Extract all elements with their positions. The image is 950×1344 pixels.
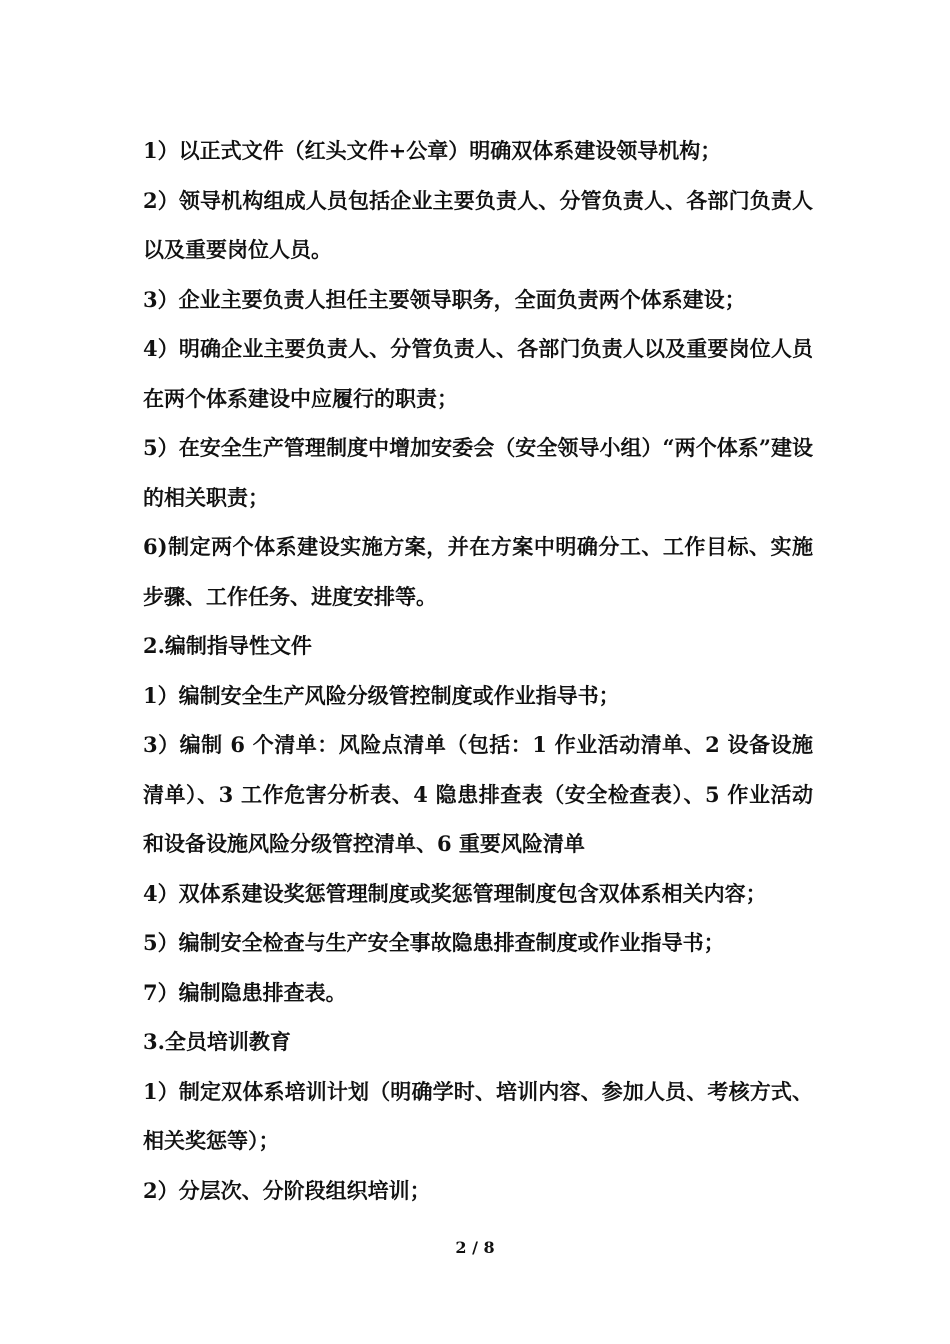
paragraph-14: 1）制定双体系培训计划（明确学时、培训内容、参加人员、考核方式、相关奖惩等）； xyxy=(143,1078,813,1153)
paragraph-10: 4）双体系建设奖惩管理制度或奖惩管理制度包含双体系相关内容； xyxy=(143,880,767,906)
section-heading-3: 3.全员培训教育 xyxy=(143,1029,291,1054)
paragraph-15: 2）分层次、分阶段组织培训； xyxy=(143,1177,431,1203)
paragraph-11: 5）编制安全检查与生产安全事故隐患排查制度或作业指导书； xyxy=(143,930,725,955)
paragraph-2: 2）领导机构组成人员包括企业主要负责人、分管负责人、各部门负责人以及重要岗位人员。 xyxy=(143,187,813,262)
page-number: 2 / 8 xyxy=(455,1238,495,1257)
paragraph-9: 3）编制 6 个清单：风险点清单（包括：1 作业活动清单、2 设备设施清单）、3 工作危害分析表、4 隐患排查表（安全检查表）、5 作业活动和设备设施风险分级管控清单、6 重要风险清单 xyxy=(143,732,813,856)
paragraph-4: 4）明确企业主要负责人、分管负责人、各部门负责人以及重要岗位人员在两个体系建设中应履行的职责； xyxy=(143,336,813,411)
paragraph-3: 3）企业主要负责人担任主要领导职务，全面负责两个体系建设； xyxy=(143,286,746,312)
document-body xyxy=(143,126,813,1215)
paragraph-6: 6)制定两个体系建设实施方案，并在方案中明确分工、工作目标、实施步骤、工作任务、进度安排等。 xyxy=(143,534,813,609)
paragraph-1: 1）以正式文件（红头文件+公章）明确双体系建设领导机构； xyxy=(143,138,722,163)
paragraph-8: 1）编制安全生产风险分级管控制度或作业指导书； xyxy=(143,682,620,708)
paragraph-5: 5）在安全生产管理制度中增加安委会（安全领导小组）“两个体系”建设的相关职责； xyxy=(143,435,813,510)
section-heading-2: 2.编制指导性文件 xyxy=(143,633,312,658)
paragraph-12: 7）编制隐患排查表。 xyxy=(143,979,347,1005)
